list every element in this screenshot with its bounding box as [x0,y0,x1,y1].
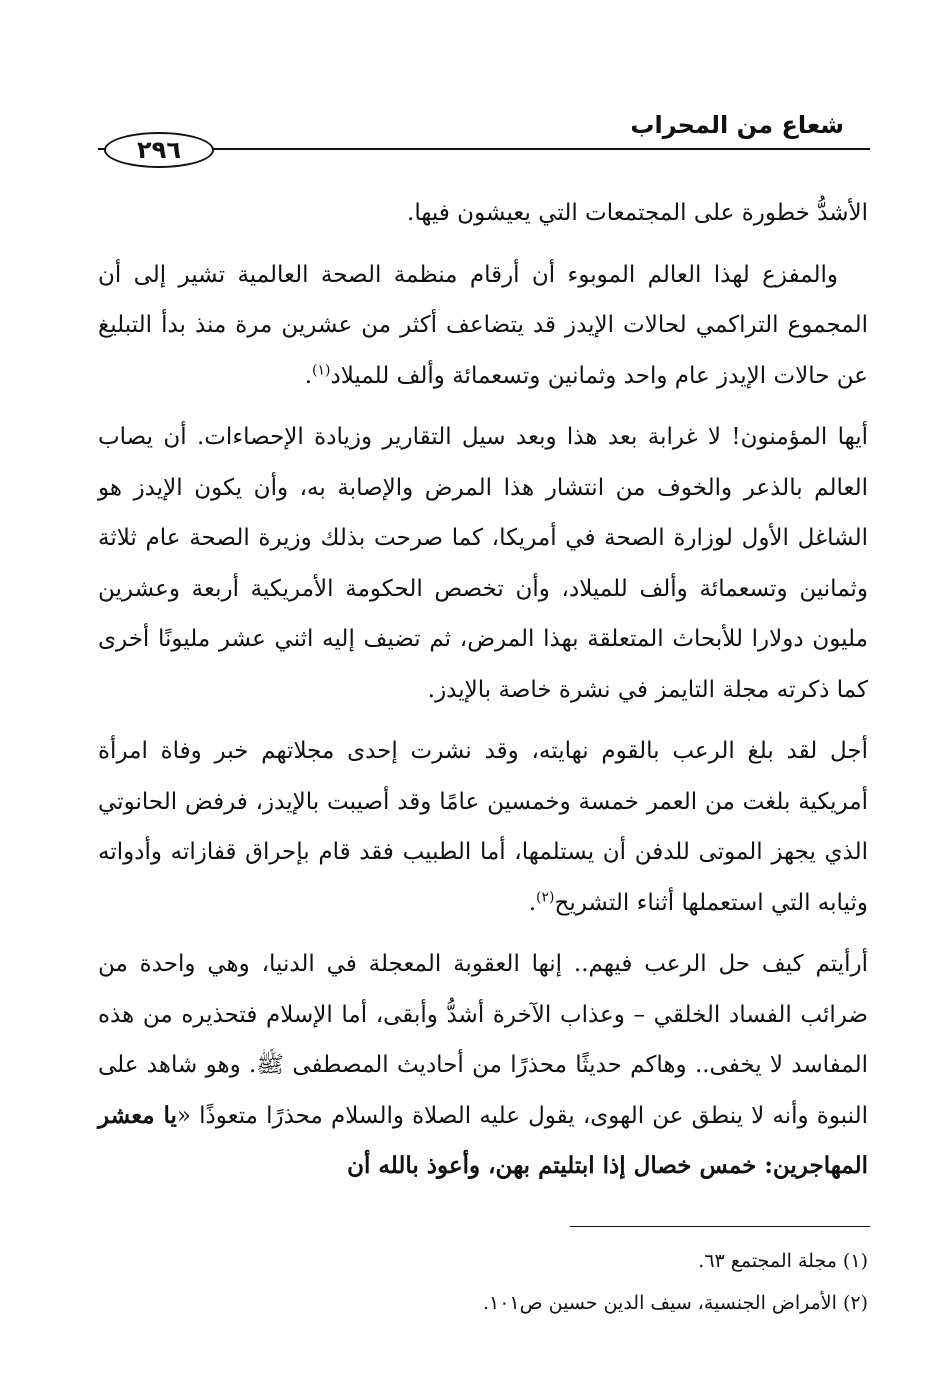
paragraph-5 [98,939,868,1192]
hadith-quote: يا معشر المهاجرين: خمس خصال إذا ابتليتم بهن، وأعوذ بالله أن [98,1101,868,1179]
paragraph-3-text: أيها المؤمنون! لا غرابة بعد هذا وبعد سيل التقارير وزيادة الإحصاءات. أن يصاب العالم بالذعر والخوف من انتشار هذا المرض والإصابة به، وأن يكون الإيدز هو الشاغل الأول لوزارة الصحة في أمريكا، كما صرحت بذلك وزيرة الصحة عام ثلاثة وثمانين وتسعمائة وألف للميلاد، وأن تخصص الحكومة الأمريكية أربعة وعشرين مليون دولارا للأبحاث المتعلقة بهذا المرض، ثم تضيف إليه اثني عشر مليونًا أخرى كما ذكرته مجلة التايمز في نشرة خاصة بالإيدز. [98,424,868,703]
paragraph-5-text: أرأيتم كيف حل الرعب فيهم.. إنها العقوبة المعجلة في الدنيا، وهي واحدة من ضرائب الفساد الخلقي – وعذاب الآخرة أشدُّ وأبقى، أما الإسلام فتحذيره من هذه المفاسد لا يخفى.. وهاكم حديثًا محذرًا من أحاديث المصطفى ﷺ. وهو شاهد على النبوة وأنه لا ينطق عن الهوى، يقول عليه الصلاة والسلام محذرًا متعوذًا « [98,951,868,1129]
paragraph-4-end: . [528,889,537,916]
paragraph-1 [98,188,868,239]
paragraph-4 [98,726,868,928]
paragraph-4-text: أجل لقد بلغ الرعب بالقوم نهايته، وقد نشرت إحدى مجلاتهم خبر وفاة امرأة أمريكية بلغت من العمر خمسة وخمسين عامًا وقد أصيبت بالإيدز، فرفض الحانوتي الذي يجهز الموتى للدفن أن يستلمها، أما الطبيب فقد قام بإحراق قفازاته وأدواته وثيابه التي استعملها أثناء التشريح [98,738,868,916]
footnote-rule [570,1226,870,1227]
page-number-badge: ٢٩٦ [104,132,214,168]
running-header-title: شعاع من المحراب [630,111,844,139]
footnote-ref-2[interactable]: (٢) [536,888,555,905]
paragraph-3 [98,412,868,715]
paragraph-1-text: الأشدُّ خطورة على المجتمعات التي يعيشون فيها. [407,200,868,226]
paragraph-2-text: والمفزع لهذا العالم الموبوء أن أرقام منظمة الصحة العالمية تشير إلى أن المجموع التراكمي لحالات الإيدز قد يتضاعف أكثر من عشرين مرة منذ بدأ التبليغ عن حالات الإيدز عام واحد وثمانين وتسعمائة وألف للميلاد [98,261,868,389]
footnote-2: (٢) الأمراض الجنسية، سيف الدين حسين ص١٠١. [482,1292,868,1314]
footnotes [98,1240,868,1324]
footnote-1: (١) مجلة المجتمع ٦٣. [698,1250,868,1272]
footnote-ref-1[interactable]: (١) [312,361,331,378]
body-text [98,188,868,1203]
paragraph-2-end: . [304,362,312,389]
paragraph-2 [98,250,868,402]
